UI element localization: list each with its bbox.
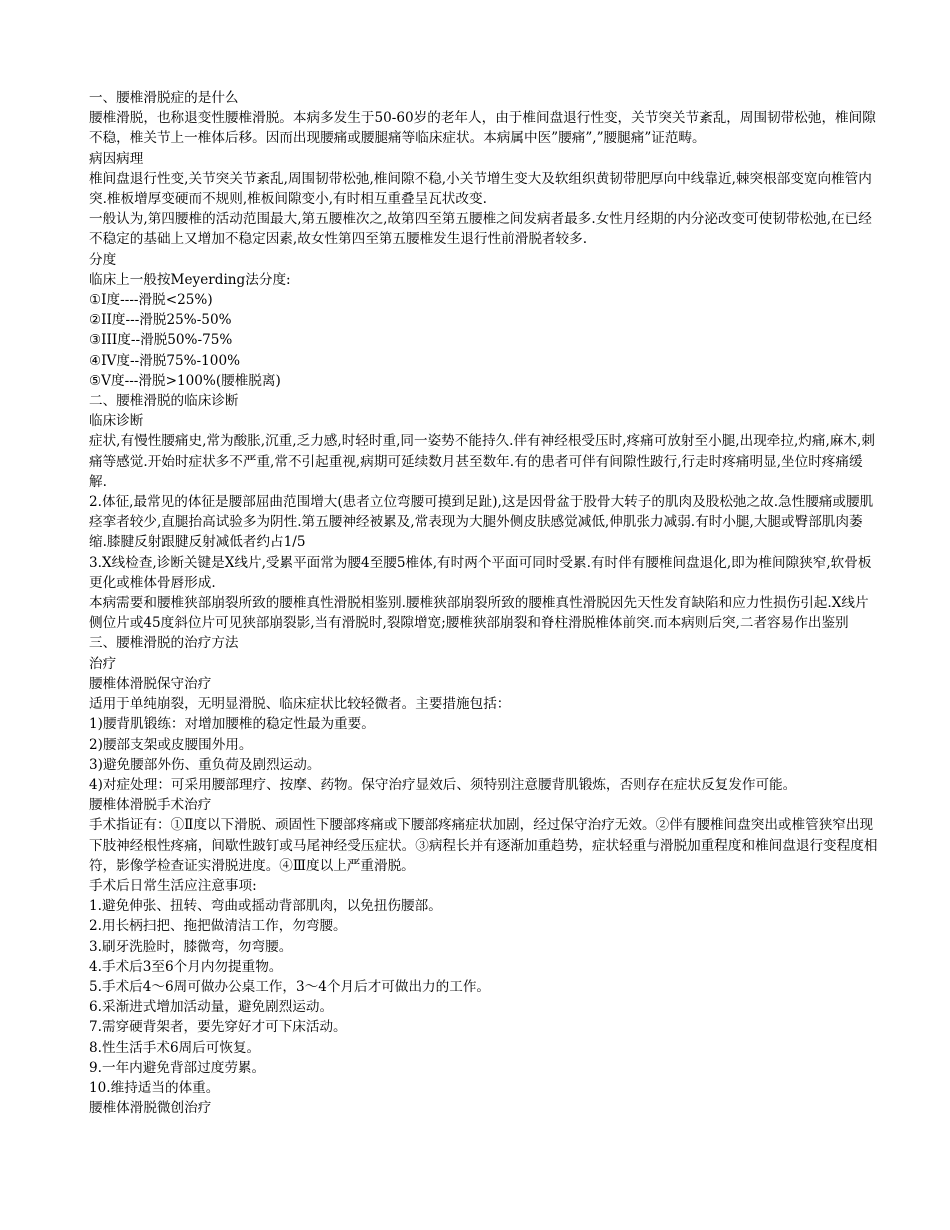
conservative-item: 2)腰部支架或皮腰围外用。 <box>89 736 253 753</box>
paragraph-symptoms: 症状,有慢性腰痛史,常为酸胀,沉重,乏力感,时轻时重,同一姿势不能持久.伴有神经根受压时,疼痛可放射至小腿,出现牵拉,灼痛,麻木,刺痛等感觉.开始时症状多不严重,常不引起重视,病期可延续数月甚至数年.有的患者可伴有间隙性跛行,行走时疼痛明显,坐位时疼痛缓解. <box>89 433 875 490</box>
paragraph-xray: 3.X线检查,诊断关键是X线片,受累平面常为腰4至腰5椎体,有时两个平面可同时受累.有时伴有腰椎间盘退化,即为椎间隙狭窄,软骨板更化或椎体骨唇形成. <box>89 554 872 591</box>
paragraph-grading-intro: 临床上一般按Meyerding法分度: <box>89 271 291 288</box>
subheading-treatment: 治疗 <box>89 655 117 672</box>
subheading-postop: 手术后日常生活应注意事项: <box>89 877 257 894</box>
grade-item: ③III度--滑脱50%-75% <box>89 332 233 349</box>
postop-item: 4.手术后3至6个月内勿提重物。 <box>89 958 283 975</box>
paragraph-indications: 手术指证有：①Ⅱ度以下滑脱、顽固性下腰部疼痛或下腰部疼痛症状加剧，经过保守治疗无效。②伴有腰椎间盘突出或椎管狭窄出现下肢神经根性疼痛，间歇性跛钉或马尾神经受压症状。③病程长并有逐渐加重趋势，症状轻重与滑脱加重程度和椎间盘退行变程度相符，影像学检查证实滑脱进度。④Ⅲ度以上严重滑脱。 <box>89 817 878 874</box>
conservative-item: 1)腰背肌锻练：对增加腰椎的稳定性最为重要。 <box>89 716 375 733</box>
postop-item: 7.需穿硬背架者，要先穿好才可下床活动。 <box>89 1019 347 1036</box>
postop-item: 6.采渐进式增加活动量，避免剧烈运动。 <box>89 999 334 1016</box>
postop-item: 8.性生活手术6周后可恢复。 <box>89 1039 261 1056</box>
grade-item: ④IV度--滑脱75%-100% <box>89 352 241 369</box>
paragraph-etiology: 椎间盘退行性变,关节突关节紊乱,周围韧带松弛,椎间隙不稳,小关节增生变大及软组织黄韧带肥厚向中线靠近,棘突根部变宽向椎管内突.椎板增厚变硬而不规则,椎板间隙变小,有时相互重叠呈瓦状改变. <box>89 170 872 208</box>
postop-item: 9.一年内避免背部过度劳累。 <box>89 1059 266 1076</box>
heading-what-is: 一、腰椎滑脱症的是什么 <box>89 90 239 106</box>
subheading-surgical: 腰椎体滑脱手术治疗 <box>89 797 212 814</box>
subheading-etiology: 病因病理 <box>89 150 144 167</box>
paragraph-signs: 2.体征,最常见的体征是腰部屈曲范围增大(患者立位弯腰可摸到足趾),这是因骨盆于股骨大转子的肌肉及股松弛之故.急性腰痛或腰肌痉挛者较少,直腿抬高试验多为阴性.第五腰神经被累及,常表现为大腿外侧皮肤感觉减低,伸肌张力减弱.有时小腿,大腿或臀部肌肉萎缩.膝腱反射跟腱反射减低者约占1/5 <box>89 494 874 551</box>
postop-item: 1.避免伸张、扭转、弯曲或摇动背部肌肉，以免扭伤腰部。 <box>89 898 442 915</box>
grade-item: ⑤V度---滑脱>100%(腰椎脱离) <box>89 372 281 389</box>
paragraph-definition: 腰椎滑脱，也称退变性腰椎滑脱。本病多发生于50-60岁的老年人，由于椎间盘退行性变，关节突关节紊乱，周围韧带松弛，椎间隙不稳，椎关节上一椎体后移。因而出现腰痛或腰腿痛等临床症状。本病属中医”腰痛”,”腰腿痛”证范畴。 <box>89 110 876 147</box>
paragraph-conservative-intro: 适用于单纯崩裂，无明显滑脱、临床症状比较轻微者。主要措施包括： <box>89 696 511 713</box>
postop-item: 2.用长柄扫把、拖把做清洁工作，勿弯腰。 <box>89 918 347 935</box>
paragraph-differential: 本病需要和腰椎狭部崩裂所致的腰椎真性滑脱相鉴别.腰椎狭部崩裂所致的腰椎真性滑脱因先天性发育缺陷和应力性损伤引起.X线片侧位片或45度斜位片可见狭部崩裂影,当有滑脱时,裂隙增宽;腰椎狭部崩裂和脊柱滑脱椎体前突.而本病则后突,二者容易作出鉴别 <box>89 595 869 632</box>
postop-item: 5.手术后4～6周可做办公桌工作，3～4个月后才可做出力的工作。 <box>89 978 491 995</box>
postop-item: 10.维持适当的体重。 <box>89 1079 220 1096</box>
grade-item: ①I度----滑脱<25%) <box>89 292 213 309</box>
grade-item: ②II度---滑脱25%-50% <box>89 312 232 329</box>
paragraph-general: 一般认为,第四腰椎的活动范围最大,第五腰椎次之,故第四至第五腰椎之间发病者最多.女性月经期的内分泌改变可使韧带松弛,在已经不稳定的基础上又增加不稳定因素,故女性第四至第五腰椎发生退行性前滑脱者较多. <box>89 211 872 248</box>
conservative-item: 3)避免腰部外伤、重负荷及剧烈运动。 <box>89 756 321 773</box>
heading-treatment: 三、腰椎滑脱的治疗方法 <box>89 635 239 652</box>
subheading-grading: 分度 <box>89 251 117 268</box>
subheading-conservative: 腰椎体滑脱保守治疗 <box>89 675 212 692</box>
subheading-clinical-diagnosis: 临床诊断 <box>89 413 144 430</box>
conservative-item: 4)对症处理：可采用腰部理疗、按摩、药物。保守治疗显效后、须特别注意腰背肌锻炼，否则存在症状反复发作可能。 <box>89 776 797 793</box>
heading-diagnosis: 二、腰椎滑脱的临床诊断 <box>89 393 239 410</box>
postop-item: 3.刷牙洗脸时，膝微弯，勿弯腰。 <box>89 938 293 955</box>
subheading-minimally-invasive: 腰椎体滑脱微创治疗 <box>89 1100 212 1117</box>
